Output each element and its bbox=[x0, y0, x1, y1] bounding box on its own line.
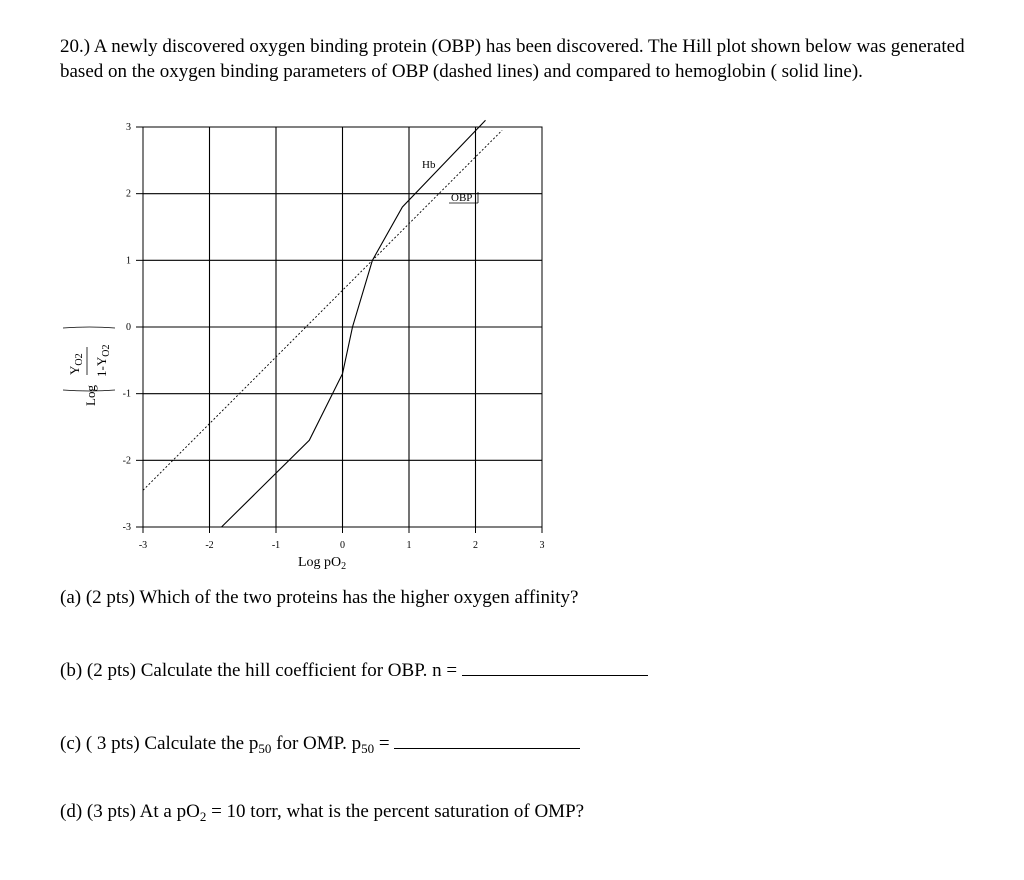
x-tick-label: 0 bbox=[340, 540, 345, 551]
x-axis-label: Log $pO_2$ bbox=[298, 555, 347, 572]
y-tick-label: 0 bbox=[126, 322, 131, 333]
svg-text:1-YO2: $1-Y_{O2}$ bbox=[94, 344, 112, 377]
part-c: (c) ( 3 pts) Calculate the $p_{50}$ for OMP. $p_{50}$ = bbox=[60, 730, 580, 757]
plot-series bbox=[143, 120, 502, 527]
x-tick-label: 1 bbox=[406, 540, 412, 551]
svg-text:Log: Log bbox=[83, 385, 98, 406]
hb-line bbox=[222, 120, 486, 527]
x-tick-label: -1 bbox=[271, 540, 281, 551]
y-tick-label: 1 bbox=[126, 255, 131, 267]
x-tick-label: -3 bbox=[138, 540, 148, 551]
plot-grid bbox=[143, 127, 542, 527]
answer-blank-n[interactable] bbox=[462, 657, 648, 676]
part-b: (b) (2 pts) Calculate the hill coefficient for OBP. n = bbox=[60, 657, 648, 683]
obp-series-label: OBP bbox=[451, 192, 473, 204]
part-a: (a) (2 pts) Which of the two proteins has the higher oxygen affinity? bbox=[60, 587, 579, 608]
question-text: A newly discovered oxygen binding protein (OBP) has been discovered. The Hill plot shown below was generated based on the oxygen binding parameters of OBP (dashed lines) and compared to hemoglobin ( solid line). bbox=[60, 36, 965, 82]
y-tick-label: 3 bbox=[126, 122, 131, 133]
answer-blank-p50[interactable] bbox=[394, 730, 580, 749]
plot-ticks bbox=[123, 122, 545, 551]
part-d: (d) (3 pts) At a $pO_2 = 10$ torr, what is the percent saturation of OMP? bbox=[60, 801, 585, 824]
y-tick-label: -1 bbox=[122, 388, 131, 400]
svg-text:YO2: $Y_{O2}$ bbox=[67, 353, 85, 375]
y-axis-label bbox=[63, 327, 115, 406]
x-tick-label: 2 bbox=[473, 540, 478, 551]
y-tick-label: 2 bbox=[126, 188, 131, 200]
hb-series-label: Hb bbox=[422, 159, 436, 171]
y-tick-label: -2 bbox=[122, 455, 131, 467]
y-tick-label: -3 bbox=[122, 522, 131, 533]
x-tick-label: -2 bbox=[205, 540, 214, 551]
question-number: 20.) bbox=[60, 36, 91, 57]
obp-line bbox=[143, 130, 502, 490]
x-tick-label: 3 bbox=[539, 540, 545, 551]
